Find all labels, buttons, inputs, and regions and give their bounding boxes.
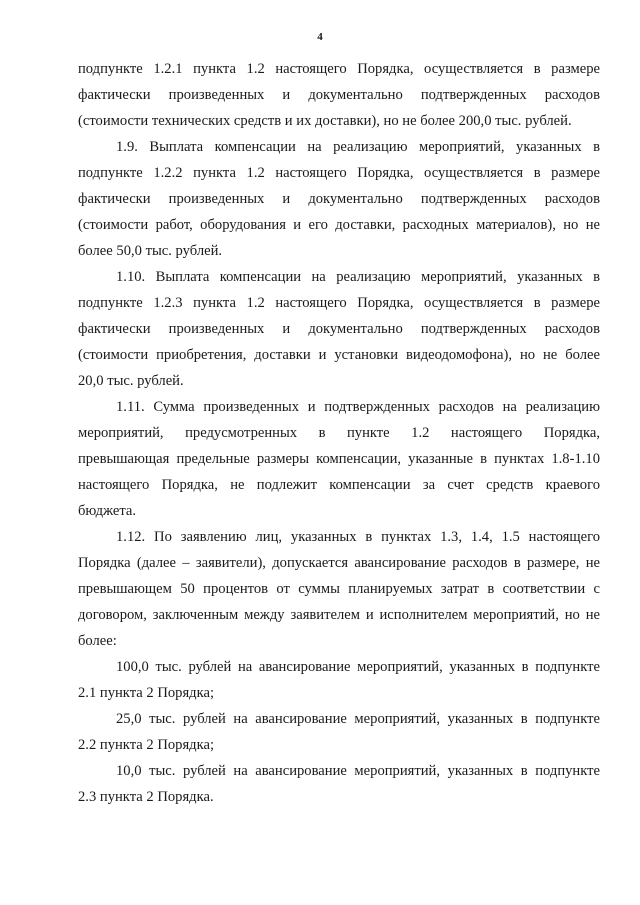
text-line: 2.3 пункта 2 Порядка. (78, 789, 214, 805)
text-line: 1.11. Сумма произведенных и подтвержденных расходов на реализацию (116, 399, 600, 415)
text-line: (стоимости технических средств и их доставки), но не более 200,0 тыс. рублей. (78, 113, 572, 129)
text-line: мероприятий, предусмотренных в пункте 1.2 настоящего Порядка, (78, 425, 600, 441)
text-line: настоящего Порядка, не подлежит компенсации за счет средств краевого (78, 477, 600, 493)
text-line: (стоимости приобретения, доставки и установки видеодомофона), но не более (78, 347, 600, 363)
text-line: подпункте 1.2.1 пункта 1.2 настоящего Порядка, осуществляется в размере (78, 61, 600, 77)
text-line: 1.12. По заявлению лиц, указанных в пунктах 1.3, 1.4, 1.5 настоящего (116, 529, 600, 545)
text-line: более: (78, 633, 117, 649)
text-line: фактически произведенных и документально подтвержденных расходов (78, 87, 600, 103)
text-line: 100,0 тыс. рублей на авансирование мероприятий, указанных в подпункте (116, 659, 600, 675)
text-line: Порядка (далее – заявители), допускается авансирование расходов в размере, не (78, 555, 600, 571)
document-body (78, 56, 600, 810)
text-line: подпункте 1.2.3 пункта 1.2 настоящего Порядка, осуществляется в размере (78, 295, 600, 311)
text-line: 2.1 пункта 2 Порядка; (78, 685, 215, 701)
text-line: фактически произведенных и документально подтвержденных расходов (78, 321, 600, 337)
text-line: 20,0 тыс. рублей. (78, 373, 184, 389)
text-line: подпункте 1.2.2 пункта 1.2 настоящего Порядка, осуществляется в размере (78, 165, 600, 181)
text-line: 10,0 тыс. рублей на авансирование мероприятий, указанных в подпункте (116, 763, 600, 779)
text-line: 1.10. Выплата компенсации на реализацию мероприятий, указанных в (116, 269, 600, 285)
text-line: 2.2 пункта 2 Порядка; (78, 737, 215, 753)
text-line: более 50,0 тыс. рублей. (78, 243, 223, 259)
text-line: превышающем 50 процентов от суммы планируемых затрат в соответствии с (78, 581, 600, 597)
page-number: 4 (317, 31, 323, 43)
text-line: 1.9. Выплата компенсации на реализацию мероприятий, указанных в (116, 139, 600, 155)
text-line: бюджета. (78, 503, 137, 519)
text-line: договором, заключенным между заявителем и исполнителем мероприятий, но не (78, 607, 600, 623)
text-line: фактически произведенных и документально подтвержденных расходов (78, 191, 600, 207)
text-line: 25,0 тыс. рублей на авансирование мероприятий, указанных в подпункте (116, 711, 600, 727)
text-line: (стоимости работ, оборудования и его доставки, расходных материалов), но не (78, 217, 600, 233)
text-line: превышающая предельные размеры компенсации, указанные в пунктах 1.8-1.10 (78, 451, 600, 467)
